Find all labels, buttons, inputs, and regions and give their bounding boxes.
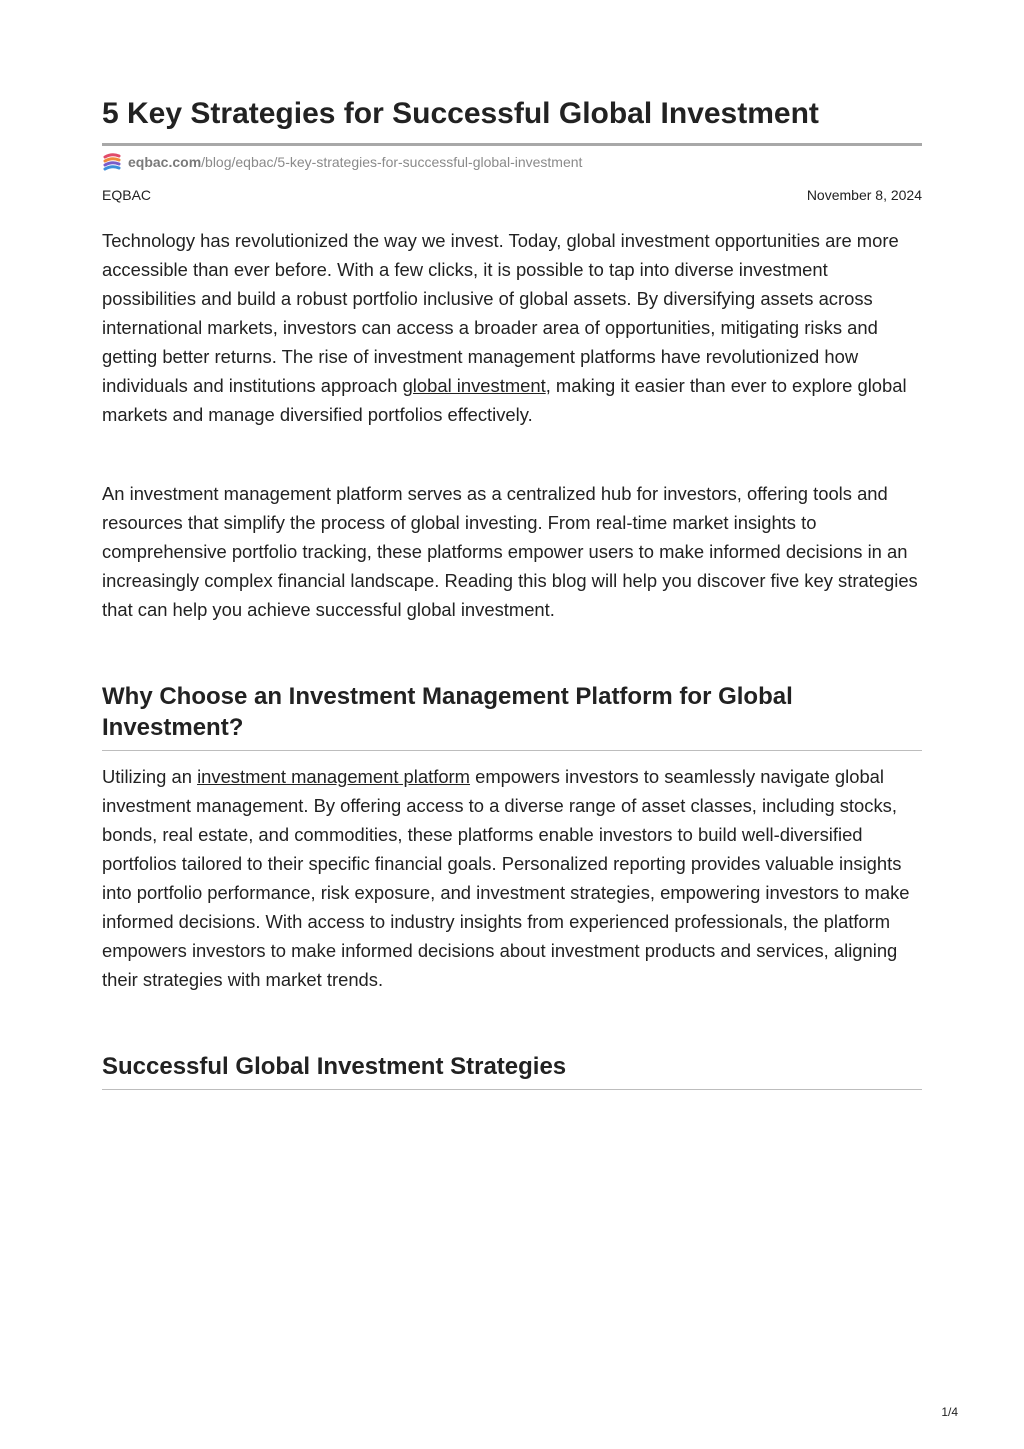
section-heading-why-choose: Why Choose an Investment Management Platform for Global Investment? bbox=[102, 683, 793, 741]
title-divider bbox=[102, 143, 922, 146]
section-paragraph-why-choose bbox=[102, 762, 922, 994]
eqbac-logo-icon bbox=[102, 152, 122, 172]
section-divider bbox=[102, 750, 922, 751]
section-text-end: empowers investors to seamlessly navigate global investment management. By offering access to a diverse range of asset classes, including stocks, bonds, real estate, and commodities, these platforms enable investors to build well-diversified portfolios tailored to their specific financial goals. Personalized reporting provides valuable insights into portfolio performance, risk exposure, and investment strategies, empowering investors to make informed decisions. With access to industry insights from experienced professionals, the platform empowers investors to make informed decisions about investment products and services, aligning their strategies with market trends. bbox=[102, 766, 910, 990]
page-number: 1/4 bbox=[941, 1405, 958, 1419]
section-text-start: Utilizing an bbox=[102, 766, 198, 787]
source-domain: eqbac.com bbox=[128, 154, 202, 170]
global-investment-link[interactable]: global investment bbox=[402, 375, 546, 396]
source-url[interactable] bbox=[102, 150, 582, 174]
author-name: EQBAC bbox=[102, 187, 152, 203]
source-path: /blog/eqbac/5-key-strategies-for-successful-global-investment bbox=[201, 154, 583, 170]
intro-text-start: Technology has revolutionized the way we invest. Today, global investment opportunities are more accessible than ever before. With a few clicks, it is possible to tap into diverse investment possibilities and build a robust portfolio inclusive of global assets. By diversifying assets across international markets, investors can access a broader area of opportunities, mitigating risks and getting better returns. The rise of investment management platforms have revolutionized how individuals and institutions approach bbox=[102, 230, 899, 396]
section-heading-strategies: Successful Global Investment Strategies bbox=[102, 1053, 567, 1080]
intro-paragraph-2: An investment management platform serves as a centralized hub for investors, offering tools and resources that simplify the process of global investing. From real-time market insights to comprehensive portfolio tracking, these platforms empower users to make informed decisions in an increasingly complex financial landscape. Reading this blog will help you discover five key strategies that can help you achieve successful global investment. bbox=[102, 483, 918, 620]
section-divider bbox=[102, 1089, 922, 1090]
publish-date: November 8, 2024 bbox=[806, 187, 922, 203]
investment-management-platform-link[interactable]: investment management platform bbox=[197, 766, 470, 787]
intro-paragraph bbox=[102, 226, 922, 429]
page-title: 5 Key Strategies for Successful Global Investment bbox=[102, 97, 819, 130]
intro-text-end: , making it easier than ever to explore global markets and manage diversified portfolios effectively. bbox=[102, 375, 907, 425]
article-meta bbox=[102, 185, 922, 205]
